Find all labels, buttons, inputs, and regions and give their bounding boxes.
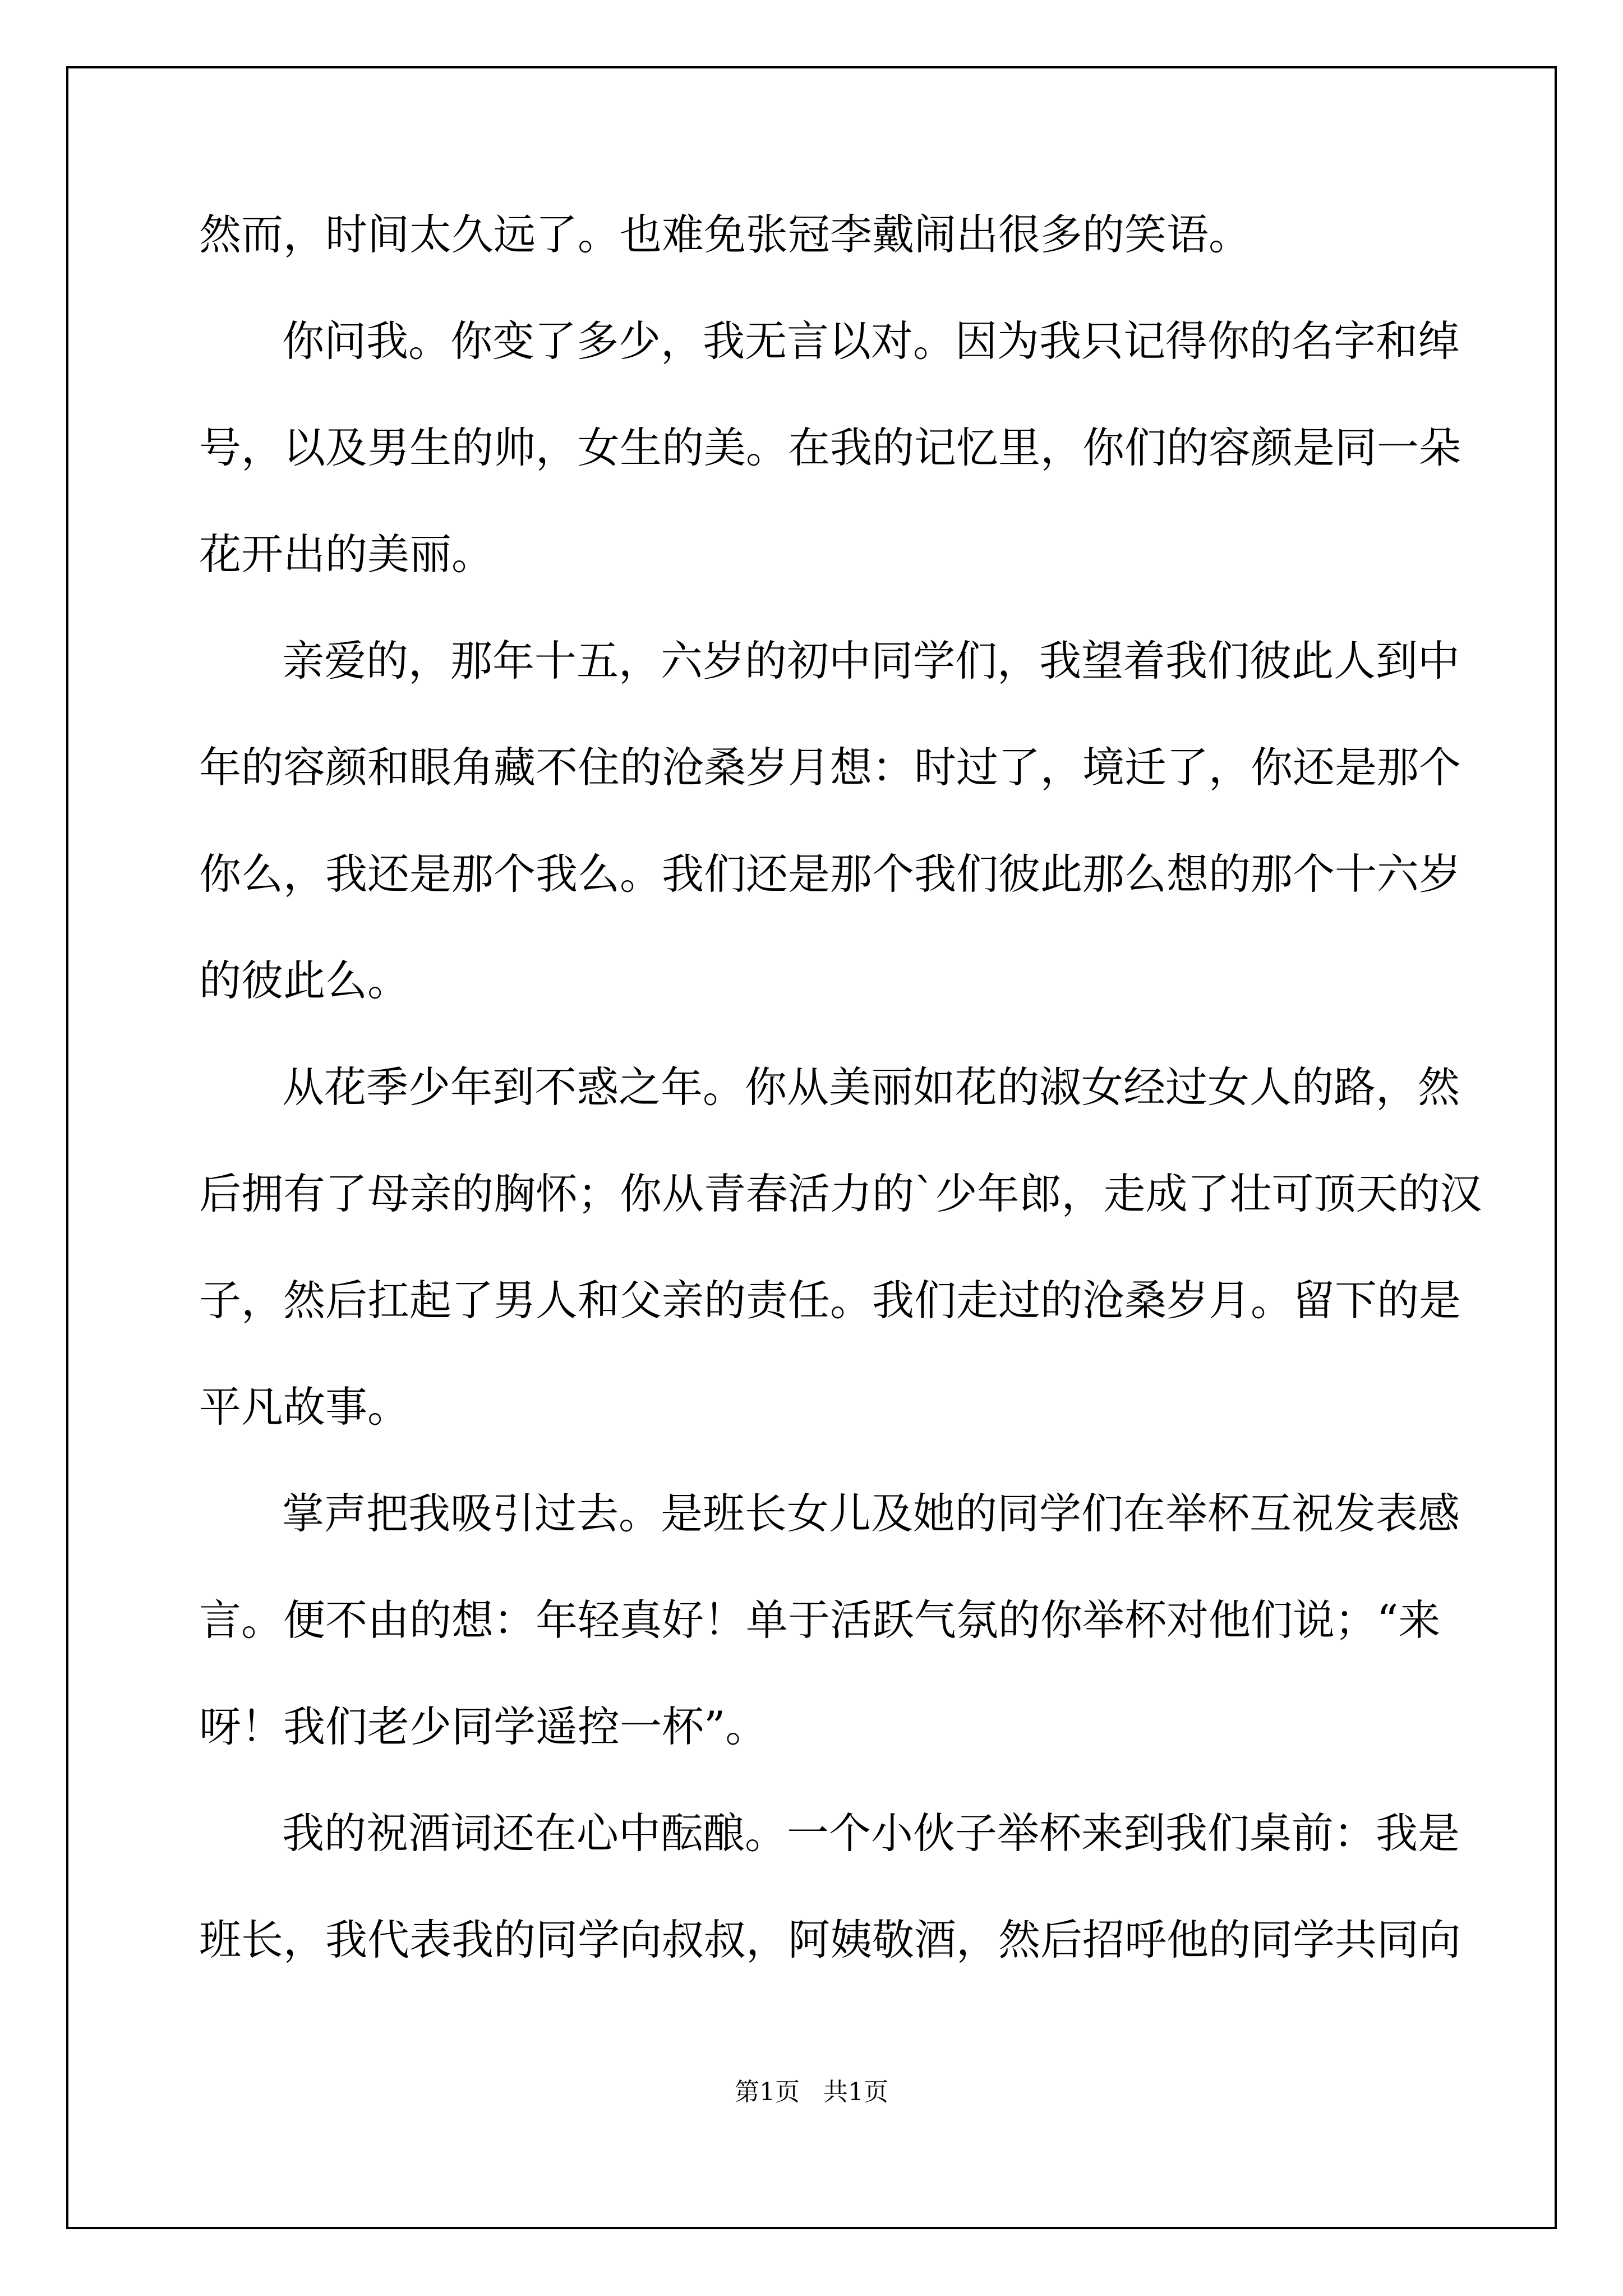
text-line-17: 班长，我代表我的同学向叔叔，阿姨敬酒，然后招呼他的同学共同向 bbox=[199, 1915, 1461, 1964]
text-line-10: 后拥有了母亲的胸怀；你从青春活力的`少年郎，走成了壮可顶天的汉 bbox=[199, 1169, 1482, 1218]
text-line-13: 掌声把我吸引过去。是班长女儿及她的同学们在举杯互祝发表感 bbox=[282, 1489, 1460, 1538]
page-border bbox=[66, 66, 1557, 2229]
text-line-3: 号，以及男生的帅，女生的美。在我的记忆里，你们的容颜是同一朵 bbox=[199, 423, 1461, 472]
text-line-14: 言。便不由的想：年轻真好！单于活跃气氛的你举杯对他们说；“来 bbox=[199, 1595, 1441, 1645]
text-line-8: 的彼此么。 bbox=[199, 956, 410, 1005]
text-line-1: 然而，时间太久远了。也难免张冠李戴闹出很多的笑语。 bbox=[199, 210, 1251, 259]
text-line-7: 你么，我还是那个我么。我们还是那个我们彼此那么想的那个十六岁 bbox=[199, 849, 1461, 899]
text-line-5: 亲爱的，那年十五，六岁的初中同学们，我望着我们彼此人到中 bbox=[282, 636, 1460, 685]
text-line-15: 呀！我们老少同学遥控一杯”。 bbox=[199, 1702, 768, 1751]
text-line-4: 花开出的美丽。 bbox=[199, 530, 494, 579]
page-number-footer: 第1页 共1页 bbox=[735, 2078, 888, 2106]
text-line-12: 平凡故事。 bbox=[199, 1382, 410, 1432]
text-line-6: 年的容颜和眼角藏不住的沧桑岁月想：时过了，境迁了，你还是那个 bbox=[199, 743, 1461, 792]
text-line-9: 从花季少年到不惑之年。你从美丽如花的淑女经过女人的路，然 bbox=[282, 1062, 1460, 1112]
text-line-2: 你问我。你变了多少，我无言以对。因为我只记得你的名字和绰 bbox=[282, 316, 1460, 366]
text-line-16: 我的祝酒词还在心中酝酿。一个小伙子举杯来到我们桌前：我是 bbox=[282, 1809, 1460, 1858]
text-line-11: 子，然后扛起了男人和父亲的责任。我们走过的沧桑岁月。留下的是 bbox=[199, 1276, 1461, 1325]
